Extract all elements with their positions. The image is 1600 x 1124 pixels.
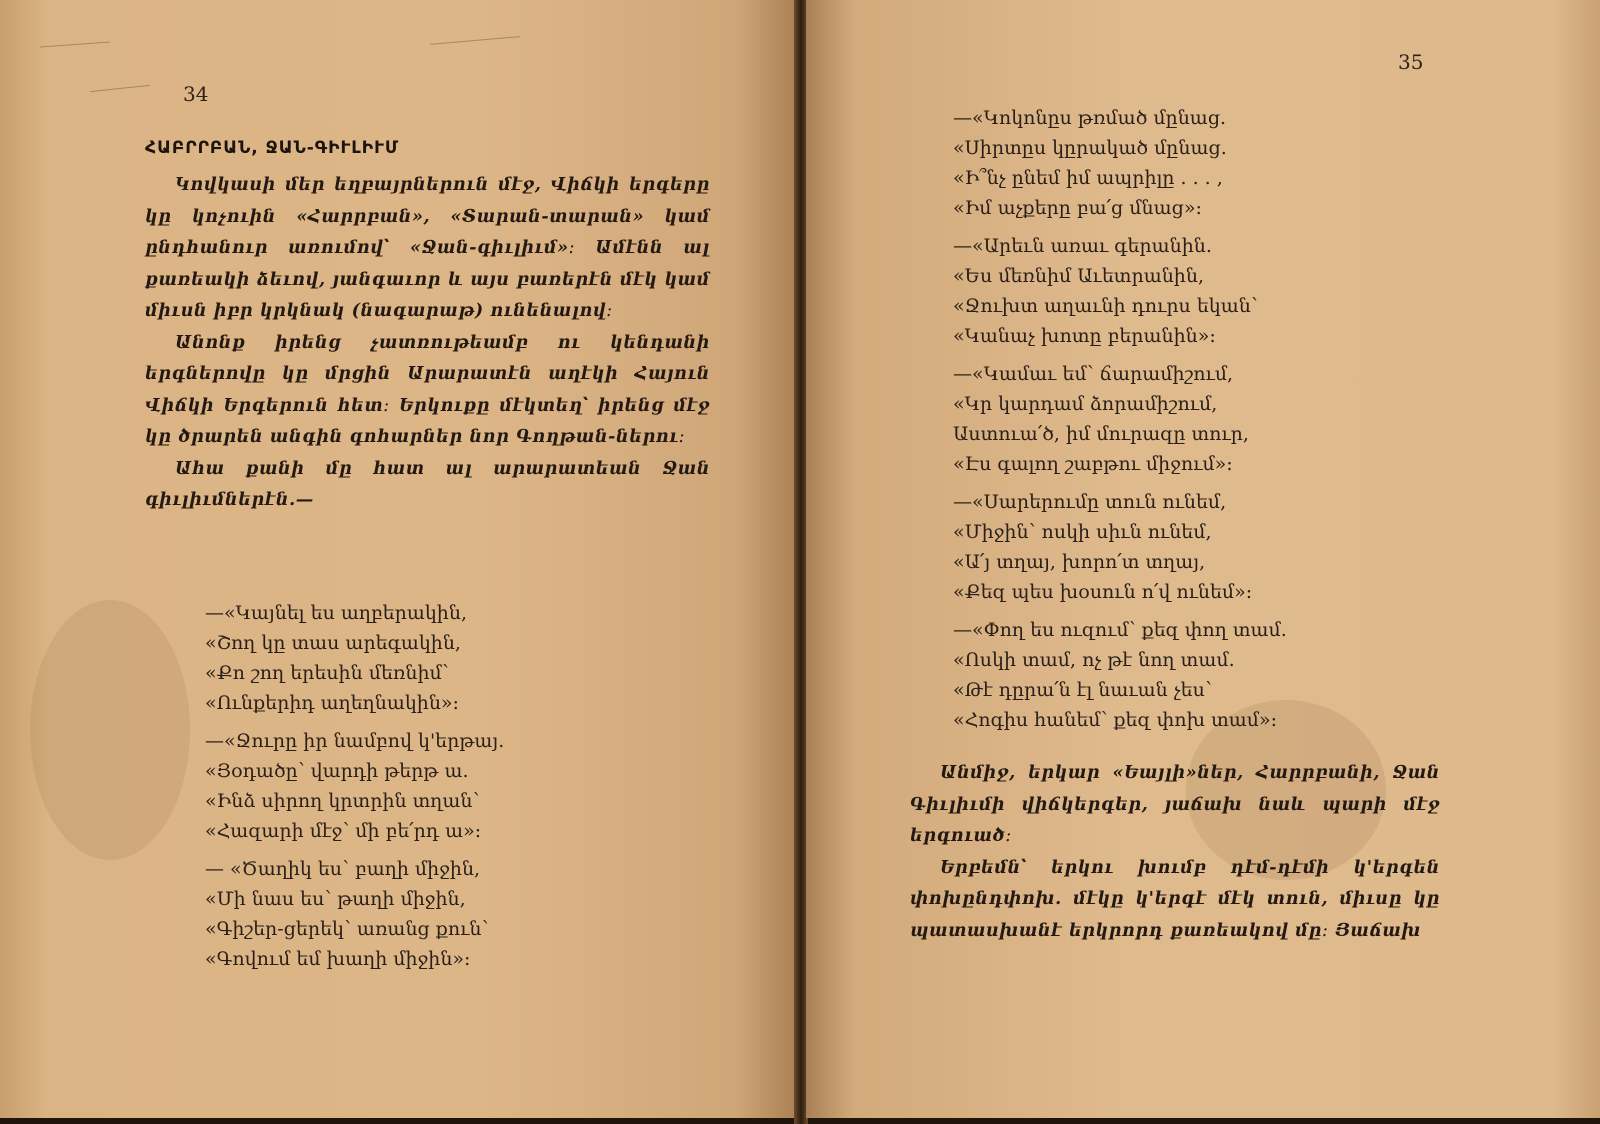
- verse-line: «Ես մեռնիմ Աւետրանին,: [953, 265, 1204, 287]
- page-number-left: 34: [183, 82, 209, 106]
- paper-scratch: [90, 85, 150, 92]
- paper-stain: [30, 600, 190, 860]
- intro-text: [145, 170, 710, 517]
- verse-line: «Ոսկի տամ, ոչ թէ նող տամ.: [953, 649, 1235, 671]
- verse-line: —«Փող ես ուզում՝ քեզ փող տամ.: [953, 619, 1287, 641]
- verse-line: «Թէ դըրա՛ն էլ նաւան չես՝: [953, 679, 1212, 701]
- outro-text: [910, 758, 1440, 947]
- right-page: [806, 0, 1600, 1118]
- verse-line: —«Կոկոնըս թռմած մընաց.: [953, 107, 1227, 129]
- outro-paragraph: Անմիջ, երկար «Եայլի»ներ, Հարրբանի, Ջան Գիւլիւմի վիճկերգեր, յաճախ նաև պարի մէջ երգուած։: [910, 763, 1440, 846]
- verse-line: «Իմ աչքերը բա՛ց մնաց»։: [953, 197, 1202, 219]
- verse-line: «Ջուխտ աղաւնի դուրս եկան՝: [953, 295, 1258, 317]
- verse-line: «Ինձ սիրող կրտրին տղան՝: [205, 790, 480, 812]
- stanza: [953, 615, 1513, 735]
- verse-line: «Էս գալող շաբթու միջում»։: [953, 453, 1233, 475]
- verse-line: «Կանաչ խոտը բերանին»։: [953, 325, 1216, 347]
- paper-scratch: [430, 36, 520, 45]
- page-number-right: 35: [1398, 50, 1424, 74]
- verse-line: «Ի՞նչ ընեմ իմ ապրիլը . . . ,: [953, 167, 1223, 189]
- verse-line: «Քեզ պես խօսուն ո՛վ ունեմ»։: [953, 581, 1253, 603]
- left-page: [0, 0, 800, 1118]
- verse-line: —«Արեւն առաւ գերանին.: [953, 235, 1212, 257]
- paper-scratch: [40, 42, 110, 48]
- intro-paragraph: Կովկասի մեր եղբայրներուն մէջ, Վիճկի երգերը կը կոչուին «Հարրբան», «Տարան-տարան» կամ ընդհանուր առումով՝ «Ջան-գիւլիւմ»։ Ամէնն ալ քառեակի ձեւով, յանգաւոր և այս բառերէն մէկ կամ միւսն իբր կրկնակ (նագարաթ) ունենալով։: [145, 175, 710, 321]
- verse-line: —«Սարերումը տուն ունեմ,: [953, 491, 1227, 513]
- intro-paragraph: Անոնք իրենց չատռութեամբ ու կենդանի երգներովը կը մրցին Արարատէն աղէկի Հայուն Վիճկի Երգերուն հետ։ Երկուքը մէկտեղ՝ իրենց մէջ կը ծրարեն անգին գոհարներ նոր Գողթան-ներու։: [145, 332, 710, 447]
- verse-line: «Քո շող երեսին մեռնիմ՝: [205, 662, 449, 684]
- verse-line: «Գովում եմ խաղի միջին»։: [205, 948, 471, 970]
- stanza: [953, 103, 1513, 223]
- verse-line: «Յօդածը՝ վարդի թերթ ա.: [205, 760, 469, 782]
- verse-line: «Գիշեր-ցերեկ՝ առանց քուն՝: [205, 918, 489, 940]
- stanza: [205, 854, 705, 974]
- verse-line: Աստուա՛ծ, իմ մուրազը տուր,: [953, 423, 1249, 445]
- verse-line: «Շող կը տաս արեգակին,: [205, 632, 461, 654]
- verse-line: «Հոգիս հանեմ՝ քեզ փոխ տամ»։: [953, 709, 1278, 731]
- stanza: [205, 726, 705, 846]
- verse-line: —«Ջուրը իր նամբով կ'երթայ.: [205, 730, 505, 752]
- verse-line: «Ա՛յ տղայ, խորո՛տ տղայ,: [953, 551, 1206, 573]
- verse-line: «Կր կարդամ ձորամիշում,: [953, 393, 1218, 415]
- stanza: [953, 359, 1513, 479]
- verse-line: «Հազարի մէջ՝ մի բե՛րդ ա»։: [205, 820, 482, 842]
- stanza: [953, 231, 1513, 351]
- verse-line: «Սիրտըս կըրակած մընաց.: [953, 137, 1227, 159]
- verse-line: «Միջին՝ ոսկի սիւն ունեմ,: [953, 521, 1212, 543]
- verse-line: — «Ծաղիկ ես՝ բաղի միջին,: [205, 858, 481, 880]
- verse-line: —«Կայնել ես աղբերակին,: [205, 602, 467, 624]
- section-title: ՀԱԲՐՐԲԱՆ, ՋԱՆ-ԳԻՒԼԻՒՄ: [145, 138, 400, 158]
- verse-line: «Մի նաս ես՝ թաղի միջին,: [205, 888, 466, 910]
- verse-line: «Ունքերիդ աղեղնակին»։: [205, 692, 459, 714]
- stanza: [953, 487, 1513, 607]
- outro-paragraph: Երբեմն՝ երկու խումբ դէմ-դէմի կ'երգեն փոխընդփոխ. մէկը կ'երգէ մէկ տուն, միւսը կը պատասխանէ երկրորդ քառեակով մը։ Յաճախ: [910, 857, 1440, 941]
- verse-block-left: [205, 598, 705, 982]
- stanza: [205, 598, 705, 718]
- verse-block-right: [953, 103, 1513, 743]
- verse-line: —«Կամաւ եմ՝ ճարամիշում,: [953, 363, 1234, 385]
- intro-paragraph: Ահա քանի մը հատ ալ արարատեան Ջան գիւլիւմներէն.—: [145, 458, 710, 510]
